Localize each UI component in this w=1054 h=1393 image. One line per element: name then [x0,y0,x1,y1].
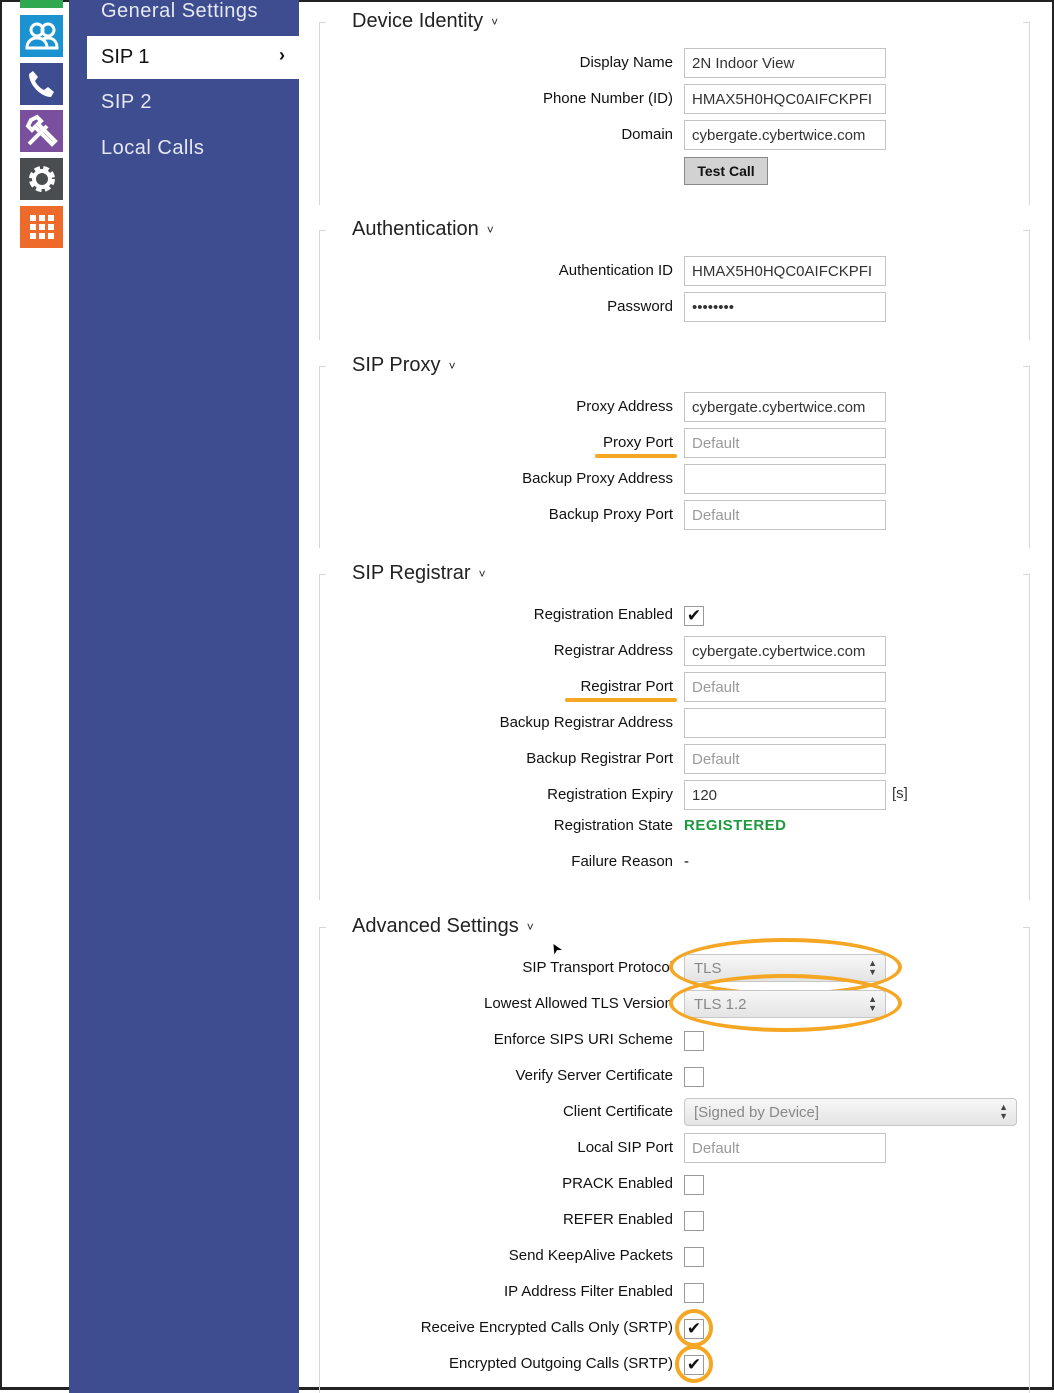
proxy-port-label: Proxy Port [602,434,673,451]
registration-expiry-input[interactable]: 120 [684,780,886,810]
test-call-button[interactable]: Test Call [684,157,768,185]
enforce-sips-uri-scheme-checkbox[interactable] [684,1031,704,1051]
section-title: SIP Registrar [352,562,471,584]
enforce-sips-uri-scheme-label: Enforce SIPS URI Scheme [493,1031,673,1048]
refer-enabled-checkbox[interactable] [684,1211,704,1231]
mouse-cursor-icon: ➤ [545,939,566,958]
chevron-down-icon: ˅ [526,919,534,934]
display-name-label: Display Name [579,54,673,71]
gear-icon[interactable] [20,158,63,200]
section-box-device-identity [319,22,1030,205]
registration-expiry-label: Registration Expiry [547,786,673,803]
chevron-down-icon: ˅ [448,358,456,373]
ip-address-filter-enabled-label: IP Address Filter Enabled [504,1283,673,1300]
backup-registrar-address-input[interactable] [684,708,886,738]
verify-server-certificate-label: Verify Server Certificate [515,1067,673,1084]
users-icon[interactable] [20,15,63,57]
selected-value: TLS 1.2 [694,996,747,1013]
proxy-port-input[interactable]: Default [684,428,886,458]
sidebar-item-label: SIP 1 [101,46,150,68]
receive-encrypted-calls-only-srtp-checkbox[interactable]: ✔ [684,1319,704,1339]
lowest-allowed-tls-version-label: Lowest Allowed TLS Version [483,995,673,1012]
registration-expiry-unit: [s] [892,785,908,802]
refer-enabled-label: REFER Enabled [562,1211,673,1228]
sip-transport-protocol-label: SIP Transport Protocol [522,959,673,976]
registrar-port-label: Registrar Port [580,678,673,695]
encrypted-outgoing-calls-srtp-label: Encrypted Outgoing Calls (SRTP) [449,1355,673,1372]
proxy-address-input[interactable]: cybergate.cybertwice.com [684,392,886,422]
tools-icon[interactable] [20,110,63,152]
section-header-sip-registrar[interactable] [352,561,486,586]
client-certificate-label: Client Certificate [562,1103,673,1120]
chevron-down-icon: ˅ [486,222,494,237]
registration-enabled-label: Registration Enabled [533,606,673,623]
highlight-ellipse [669,974,902,1032]
section-header-authentication[interactable] [352,217,494,242]
authentication-id-label: Authentication ID [558,262,673,279]
sidebar-item-local-calls[interactable]: Local Calls [101,137,205,159]
display-name-input[interactable]: 2N Indoor View [684,48,886,78]
select-arrows-icon: ▲ ▼ [999,1102,1008,1121]
backup-proxy-address-label: Backup Proxy Address [522,470,673,487]
send-keepalive-packets-label: Send KeepAlive Packets [508,1247,673,1264]
select-arrows-icon: ▲ ▼ [868,958,877,977]
domain-label: Domain [621,126,673,143]
local-sip-port-label: Local SIP Port [577,1139,673,1156]
registration-state-value: REGISTERED [684,817,787,834]
send-keepalive-packets-checkbox[interactable] [684,1247,704,1267]
sidebar-item-sip-1[interactable] [87,36,299,79]
section-header-sip-proxy[interactable] [352,353,456,378]
failure-reason-value: - [684,853,689,870]
select-arrows-icon: ▲ ▼ [868,994,877,1013]
registrar-port-input[interactable]: Default [684,672,886,702]
phone-number-id-label: Phone Number (ID) [542,90,673,107]
section-title: Advanced Settings [352,915,519,937]
registration-state-label: Registration State [553,817,673,834]
domain-input[interactable]: cybergate.cybertwice.com [684,120,886,150]
section-title: Device Identity [352,10,484,32]
password-input[interactable]: •••••••• [684,292,886,322]
chevron-down-icon: ˅ [491,14,499,29]
section-title: Authentication [352,218,479,240]
authentication-id-input[interactable]: HMAX5H0HQC0AIFCKPFI [684,256,886,286]
backup-registrar-address-label: Backup Registrar Address [499,714,673,731]
section-header-advanced-settings[interactable] [352,914,534,939]
sidebar-item-general-settings[interactable]: General Settings [101,0,258,22]
backup-registrar-port-input[interactable]: Default [684,744,886,774]
registration-enabled-checkbox[interactable]: ✔ [684,606,704,626]
home-tab-icon[interactable] [20,0,63,8]
backup-registrar-port-label: Backup Registrar Port [526,750,673,767]
section-box-authentication [319,230,1030,340]
client-certificate-select[interactable] [684,1098,1017,1126]
proxy-address-label: Proxy Address [576,398,673,415]
failure-reason-label: Failure Reason [571,853,673,870]
registrar-address-label: Registrar Address [553,642,673,659]
sidebar [69,0,299,1393]
sidebar-item-sip-2[interactable]: SIP 2 [101,91,153,113]
backup-proxy-address-input[interactable] [684,464,886,494]
highlight-circle [675,1345,713,1383]
highlight-underline [565,698,677,702]
backup-proxy-port-input[interactable]: Default [684,500,886,530]
receive-encrypted-calls-only-srtp-label: Receive Encrypted Calls Only (SRTP) [420,1319,673,1336]
chevron-down-icon: ˅ [478,566,486,581]
selected-value: [Signed by Device] [694,1104,820,1121]
section-box-sip-registrar [319,574,1030,900]
selected-value: TLS [694,960,722,977]
prack-enabled-checkbox[interactable] [684,1175,704,1195]
apps-grid-icon[interactable] [20,206,63,248]
registrar-address-input[interactable]: cybergate.cybertwice.com [684,636,886,666]
ip-address-filter-enabled-checkbox[interactable] [684,1283,704,1303]
local-sip-port-input[interactable]: Default [684,1133,886,1163]
backup-proxy-port-label: Backup Proxy Port [548,506,673,523]
password-label: Password [607,298,673,315]
section-title: SIP Proxy [352,354,441,376]
section-header-device-identity[interactable] [352,9,498,34]
encrypted-outgoing-calls-srtp-checkbox[interactable]: ✔ [684,1355,704,1375]
phone-number-id-input[interactable]: HMAX5H0HQC0AIFCKPFI [684,84,886,114]
phone-icon[interactable] [20,63,63,105]
chevron-right-icon: › [279,45,285,65]
highlight-circle [675,1309,713,1347]
highlight-underline [595,454,677,458]
verify-server-certificate-checkbox[interactable] [684,1067,704,1087]
prack-enabled-label: PRACK Enabled [562,1175,673,1192]
